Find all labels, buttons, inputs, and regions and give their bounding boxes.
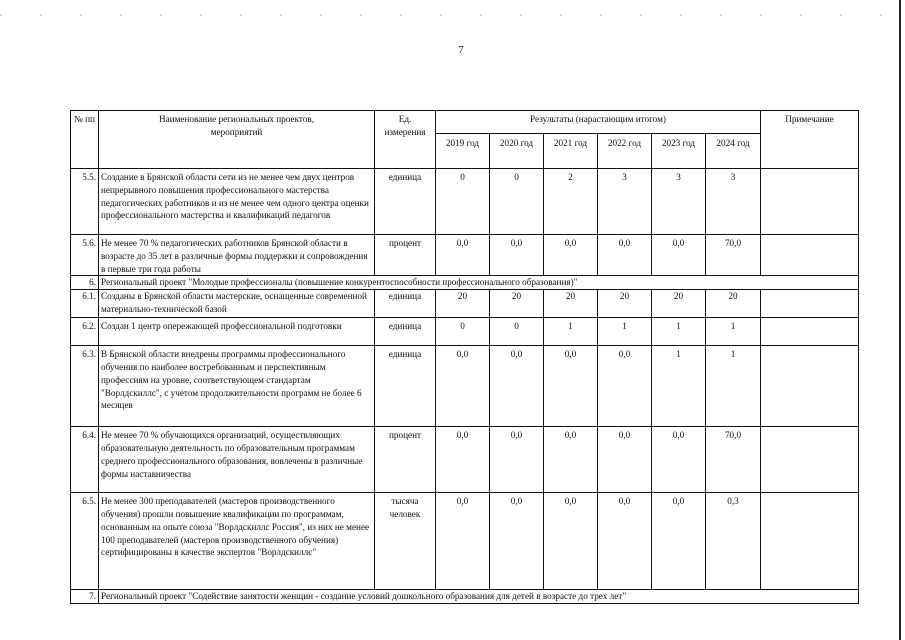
- row-note: [761, 169, 859, 235]
- table-row: [71, 169, 859, 235]
- row-value: 0,0: [436, 346, 490, 427]
- row-note: [761, 318, 859, 346]
- header-year: 2020 год: [490, 134, 544, 169]
- row-name: Не менее 300 преподавателей (мастеров производственного обучения) прошли повышение квалификации по программам, основанным на опыте союза "Ворлдскиллс Россия", из них не менее 100 преподавателей (мастеров производственного обучения) сертифицированы в качестве экспертов "Ворлдскиллс": [99, 493, 375, 590]
- header-year: 2024 год: [706, 134, 761, 169]
- row-value: 0,0: [490, 493, 544, 590]
- row-value: 20: [706, 290, 761, 318]
- row-value: 0,0: [598, 346, 652, 427]
- header-name-line2: мероприятий: [210, 126, 263, 137]
- row-value: 0,0: [544, 427, 598, 493]
- row-value: 3: [706, 169, 761, 235]
- table-row: [71, 427, 859, 493]
- row-unit: единица: [375, 346, 436, 427]
- row-name: Создание в Брянской области сети из не менее чем двух центров непрерывного повышения профессионального мастерства педагогических работников и из не менее чем одного центра оценки профессионального мастерства и квалификаций педагогов: [99, 169, 375, 235]
- row-value: 1: [652, 318, 706, 346]
- scan-edge-line: [899, 0, 901, 640]
- row-name: Создан 1 центр опережающей профессиональной подготовки: [99, 318, 375, 346]
- row-value: 20: [544, 290, 598, 318]
- row-value: 0,0: [490, 427, 544, 493]
- row-value: 0,0: [652, 235, 706, 276]
- table-row: [71, 346, 859, 427]
- row-unit: процент: [375, 427, 436, 493]
- row-value: 1: [652, 346, 706, 427]
- page-number: 7: [458, 44, 464, 56]
- header-unit: [375, 111, 436, 169]
- row-num: 6.: [71, 276, 99, 290]
- project-title: Региональный проект "Содействие занятости женщин - создание условий дошкольного образования для детей в возрасте до трех лет": [99, 590, 859, 604]
- row-value: 0,0: [652, 493, 706, 590]
- row-value: 0,0: [436, 493, 490, 590]
- row-value: 0,0: [544, 235, 598, 276]
- row-num: 7.: [71, 590, 99, 604]
- row-value: 0,0: [436, 427, 490, 493]
- row-value: 20: [652, 290, 706, 318]
- project-row: [71, 590, 859, 604]
- row-num: 6.4.: [71, 427, 99, 493]
- row-unit: единица: [375, 318, 436, 346]
- row-value: 20: [598, 290, 652, 318]
- row-unit: единица: [375, 169, 436, 235]
- header-year: 2021 год: [544, 134, 598, 169]
- row-value: 0,0: [490, 235, 544, 276]
- project-title: Региональный проект "Молодые профессионалы (повышение конкурентоспособности профессионального образования)": [99, 276, 859, 290]
- project-row: [71, 276, 859, 290]
- table-row: [71, 493, 859, 590]
- row-value: 1: [544, 318, 598, 346]
- table-row: [71, 318, 859, 346]
- row-value: 20: [436, 290, 490, 318]
- row-num: 5.5.: [71, 169, 99, 235]
- header-year: 2022 год: [598, 134, 652, 169]
- row-note: [761, 346, 859, 427]
- row-note: [761, 427, 859, 493]
- row-name: Не менее 70 % обучающихся организаций, осуществляющих образовательную деятельность по образовательным программам среднего профессионального образования, вовлечены в различные формы наставничества: [99, 427, 375, 493]
- row-note: [761, 493, 859, 590]
- scan-artifact-dots: [0, 14, 905, 16]
- row-num: 6.3.: [71, 346, 99, 427]
- row-value: 3: [652, 169, 706, 235]
- row-value: 0: [436, 318, 490, 346]
- row-value: 1: [706, 318, 761, 346]
- table-row: [71, 235, 859, 276]
- row-value: 0,0: [490, 346, 544, 427]
- row-value: 0,3: [706, 493, 761, 590]
- row-note: [761, 290, 859, 318]
- header-year: 2019 год: [436, 134, 490, 169]
- row-value: 0: [490, 318, 544, 346]
- header-num: № пп: [71, 111, 99, 169]
- row-note: [761, 235, 859, 276]
- row-value: 0,0: [598, 235, 652, 276]
- row-value: 0,0: [652, 427, 706, 493]
- header-name: [99, 111, 375, 169]
- header-unit-line1: Ед.: [398, 114, 412, 124]
- row-value: 70,0: [706, 427, 761, 493]
- row-name: В Брянской области внедрены программы профессионального обучения по наиболее востребованным и перспективным профессиям на уровне, соответствующем стандартам "Ворлдскиллс", с учетом продолжительности программ не более 6 месяцев: [99, 346, 375, 427]
- header-name-line1: Наименование региональных проектов,: [158, 114, 315, 124]
- header-year: 2023 год: [652, 134, 706, 169]
- row-num: 5.6.: [71, 235, 99, 276]
- row-value: 2: [544, 169, 598, 235]
- header-results: Результаты (нарастающим итогом): [436, 111, 761, 134]
- row-value: 1: [706, 346, 761, 427]
- row-value: 0,0: [544, 346, 598, 427]
- row-value: 70,0: [706, 235, 761, 276]
- row-num: 6.5.: [71, 493, 99, 590]
- row-num: 6.1.: [71, 290, 99, 318]
- row-value: 0: [490, 169, 544, 235]
- row-unit: процент: [375, 235, 436, 276]
- table-row: [71, 290, 859, 318]
- header-unit-line2: измерения: [384, 126, 426, 137]
- row-value: 20: [490, 290, 544, 318]
- row-name: Созданы в Брянской области мастерские, оснащенные современной материально-технической базой: [99, 290, 375, 318]
- row-value: 3: [598, 169, 652, 235]
- row-name: Не менее 70 % педагогических работников Брянской области в возрасте до 35 лет в различные формы поддержки и сопровождения в первые три года работы: [99, 235, 375, 276]
- row-num: 6.2.: [71, 318, 99, 346]
- row-value: 0: [436, 169, 490, 235]
- row-value: 0,0: [598, 427, 652, 493]
- results-table: [70, 110, 859, 604]
- row-value: 0,0: [598, 493, 652, 590]
- row-value: 1: [598, 318, 652, 346]
- row-value: 0,0: [436, 235, 490, 276]
- row-unit: единица: [375, 290, 436, 318]
- row-unit: тысяча человек: [375, 493, 436, 590]
- row-value: 0,0: [544, 493, 598, 590]
- header-note: Примечание: [761, 111, 859, 169]
